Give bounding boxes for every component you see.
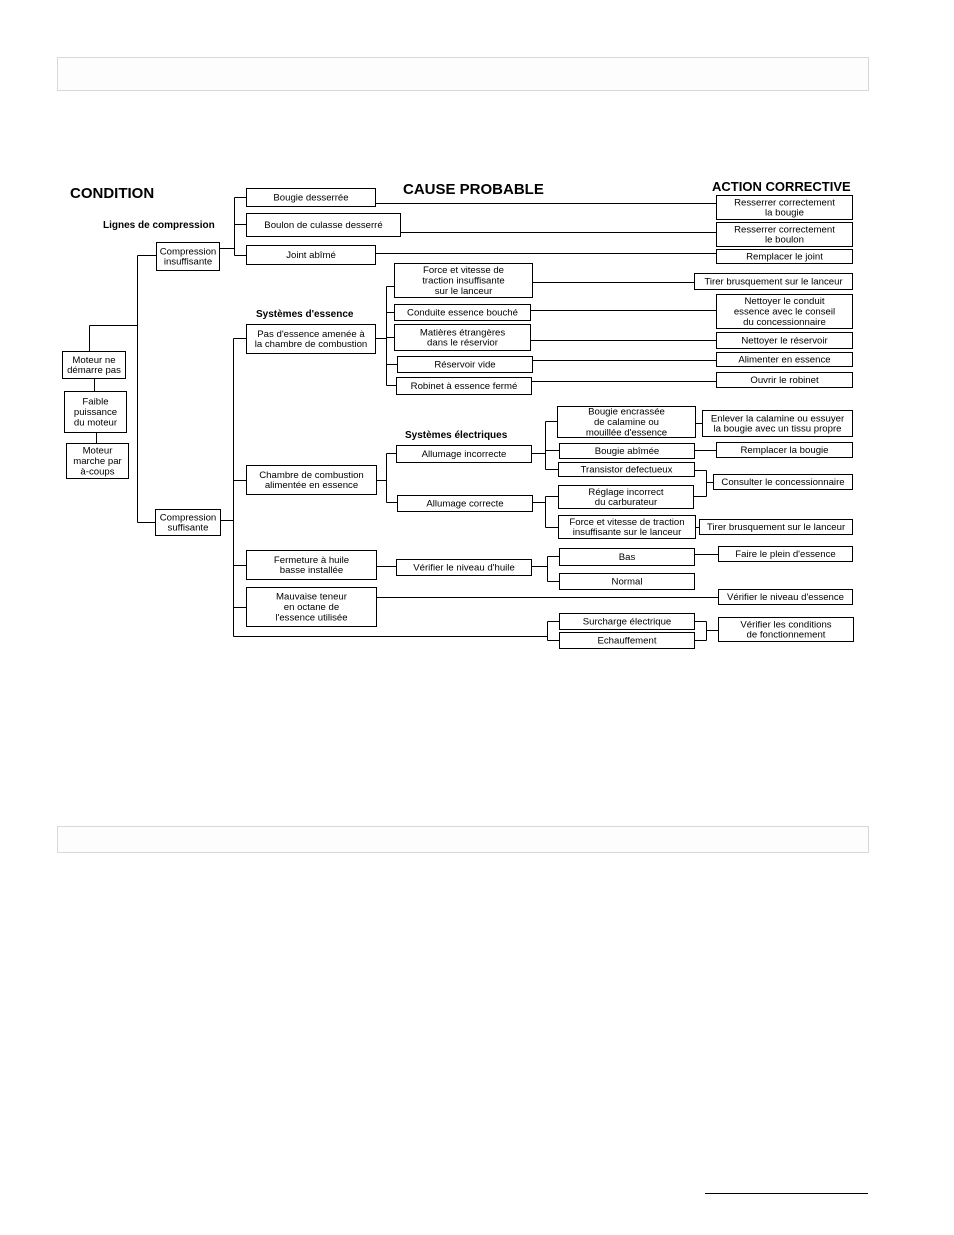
box-fuel-ok-label: Chambre de combustion alimentée en essence — [259, 469, 364, 492]
box-action-consult-dealer-label: Consulter le concessionnaire — [721, 476, 845, 488]
box-foreign-matter-label: Matières étrangères dans le réservior — [419, 327, 506, 349]
box-insufficient-compression-label: Compression insuffisante — [159, 246, 217, 268]
box-low-power-label: Faible puissance du moteur — [73, 396, 118, 429]
box-damaged-gasket-label: Joint abîmé — [286, 249, 336, 261]
box-clogged-line — [395, 305, 531, 321]
box-foreign-matter — [395, 325, 531, 351]
box-action-fill-oil-label: Faire le plein d'essence — [735, 548, 836, 560]
box-action-tighten-bolt-label: Resserrer correctement le boulon — [734, 224, 835, 246]
box-ignition-incorrect — [397, 446, 532, 463]
box-damaged-plug — [560, 444, 695, 459]
box-runs-rough-label: Moteur marche par à-coups — [73, 445, 122, 478]
box-empty-tank — [398, 357, 533, 373]
box-loose-head-bolt-label: Boulon de culasse desserré — [264, 219, 383, 231]
label-compression-lines: Lignes de compression — [103, 220, 215, 231]
label-electrical-systems: Systèmes électriques — [405, 430, 508, 441]
box-fuel-starter-pull-label: Force et vitesse de traction insuffisante sur le lanceur — [422, 265, 505, 297]
diagram-boxes — [63, 189, 854, 649]
box-elec-starter-pull — [559, 516, 696, 539]
box-action-pull-starter-2-label: Tirer brusquement sur le lanceur — [706, 521, 846, 533]
box-action-replace-gasket-label: Remplacer le joint — [746, 251, 823, 263]
box-faulty-transistor-label: Transistor defectueux — [580, 464, 673, 476]
box-electrical-overload — [560, 614, 695, 630]
box-action-replace-plug — [717, 443, 853, 458]
box-empty-tank-label: Réservoir vide — [434, 359, 496, 371]
box-oil-low-label: Bas — [618, 551, 636, 563]
box-loose-head-bolt — [247, 214, 401, 237]
box-action-clean-plug — [703, 411, 853, 437]
box-action-clean-tank — [717, 333, 853, 349]
box-electrical-overload-label: Surcharge électrique — [582, 616, 672, 628]
box-tap-closed-label: Robinet à essence fermé — [410, 380, 518, 392]
box-ignition-incorrect-label: Allumage incorrecte — [421, 448, 507, 460]
box-overheating — [560, 633, 695, 649]
box-oil-low — [560, 549, 695, 566]
box-action-clean-plug-label: Enlever la calamine ou essuyer la bougie avec un tissu propre — [710, 413, 845, 435]
box-oil-normal-label: Normal — [611, 576, 643, 588]
box-low-oil-shutoff — [247, 551, 377, 580]
header-action: ACTION CORRECTIVE — [712, 179, 851, 194]
box-action-pull-starter-label: Tirer brusquement sur le lanceur — [704, 276, 843, 288]
box-clogged-line-label: Conduite essence bouché — [407, 307, 518, 319]
box-action-clean-tank-label: Nettoyer le réservoir — [741, 335, 828, 347]
box-no-fuel-label: Pas d'essence amenée à la chambre de combustion — [254, 328, 368, 351]
box-action-tighten-plug — [717, 196, 853, 220]
box-action-refuel-label: Alimenter en essence — [738, 354, 831, 366]
box-low-oil-shutoff-label: Fermeture à huile basse installée — [273, 554, 350, 577]
box-action-clean-line — [717, 295, 853, 329]
box-carburetor — [559, 486, 694, 509]
box-action-check-conditions-label: Vérifier les conditions de fonctionnement — [740, 619, 832, 641]
box-fuel-ok — [247, 466, 377, 495]
box-carburetor-label: Réglage incorrect du carburateur — [588, 486, 664, 509]
box-action-replace-gasket — [717, 250, 853, 264]
box-fouled-plug — [558, 407, 696, 439]
box-tap-closed — [397, 378, 532, 395]
box-action-pull-starter-2 — [700, 520, 853, 535]
box-check-oil-level — [397, 560, 532, 576]
box-ignition-correct — [398, 496, 533, 512]
box-low-octane-label: Mauvaise teneur en octane de l'essence utilisée — [275, 591, 348, 624]
box-loose-plug — [247, 189, 376, 207]
box-action-open-tap — [717, 373, 853, 388]
box-action-check-fuel-level — [719, 590, 853, 605]
box-action-tighten-bolt — [717, 223, 853, 247]
box-action-consult-dealer — [714, 475, 853, 490]
box-faulty-transistor — [559, 463, 695, 477]
box-ignition-correct-label: Allumage correcte — [426, 498, 504, 510]
box-sufficient-compression — [156, 510, 221, 536]
box-action-tighten-plug-label: Resserrer correctement la bougie — [734, 197, 835, 219]
box-insufficient-compression — [157, 243, 220, 271]
box-action-pull-starter — [695, 274, 853, 290]
label-fuel-systems: Systèmes d'essence — [256, 309, 354, 320]
box-fouled-plug-label: Bougie encrassée de calamine ou mouillée d'essence — [585, 406, 668, 439]
box-action-fill-oil — [719, 547, 853, 562]
box-wont-start — [63, 352, 126, 379]
box-oil-normal — [560, 574, 695, 590]
box-sufficient-compression-label: Compression suffisante — [159, 512, 217, 534]
header-cause: CAUSE PROBABLE — [403, 181, 544, 198]
box-action-open-tap-label: Ouvrir le robinet — [750, 374, 819, 386]
box-low-octane — [247, 588, 377, 627]
box-action-refuel — [717, 353, 853, 367]
box-check-oil-level-label: Vérifier le niveau d'huile — [413, 562, 515, 574]
box-loose-plug-label: Bougie desserrée — [273, 192, 349, 204]
box-low-power — [65, 392, 127, 433]
box-action-clean-line-label: Nettoyer le conduit essence avec le conseil du concessionnaire — [733, 296, 836, 328]
header-condition: CONDITION — [70, 185, 155, 202]
box-action-replace-plug-label: Remplacer la bougie — [740, 444, 829, 456]
box-overheating-label: Echauffement — [597, 635, 657, 647]
box-runs-rough — [67, 444, 129, 479]
box-elec-starter-pull-label: Force et vitesse de traction insuffisante sur le lanceur — [569, 516, 685, 539]
box-fuel-starter-pull — [395, 264, 533, 298]
box-action-check-fuel-level-label: Vérifier le niveau d'essence — [726, 591, 845, 603]
box-no-fuel — [247, 325, 376, 354]
box-damaged-gasket — [247, 246, 376, 265]
box-damaged-plug-label: Bougie abîmée — [594, 445, 660, 457]
box-wont-start-label: Moteur ne démarre pas — [67, 354, 121, 377]
box-action-check-conditions — [719, 618, 854, 642]
